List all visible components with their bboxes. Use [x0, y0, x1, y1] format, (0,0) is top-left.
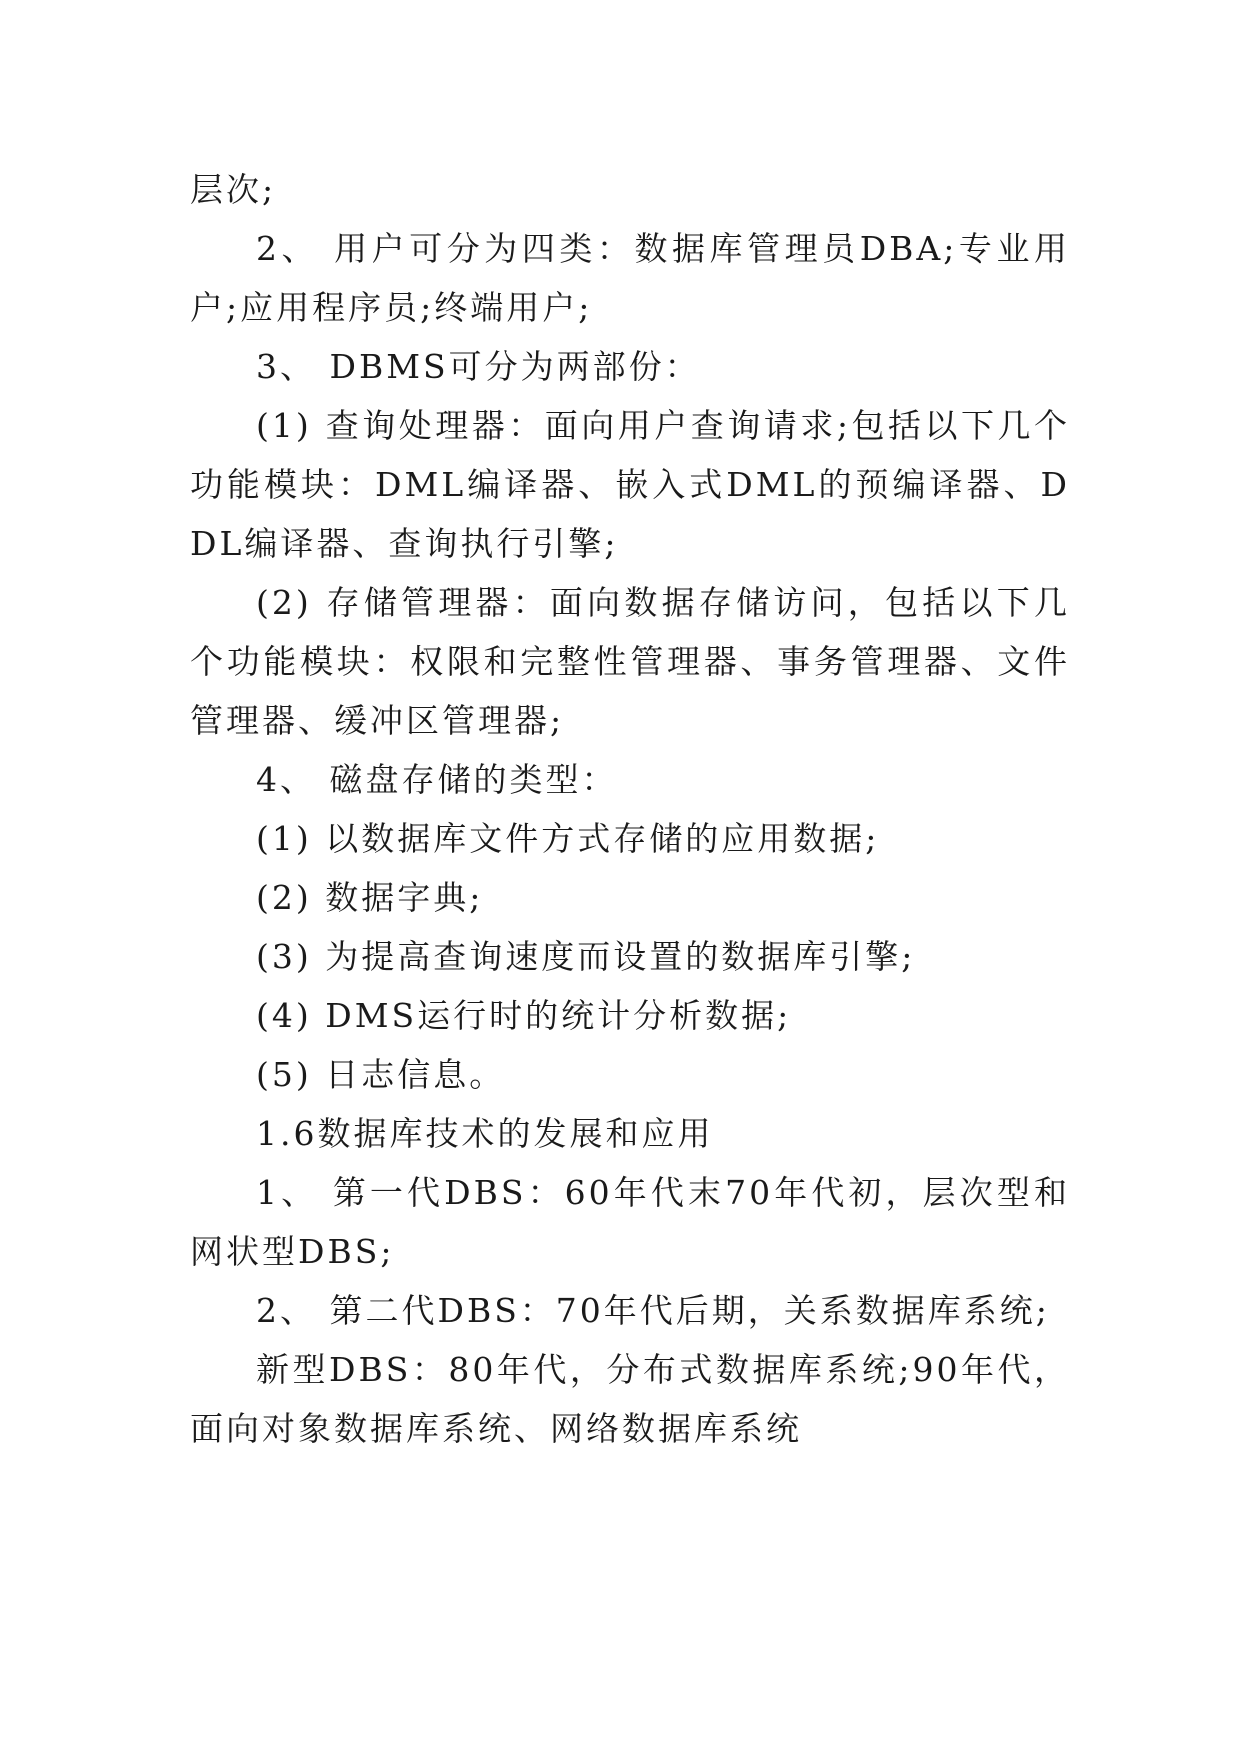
paragraph-3: 3、 DBMS可分为两部份： [256, 347, 701, 386]
paragraph-7: (1) 以数据库文件方式存储的应用数据; [256, 819, 880, 858]
paragraph-13: 1、 第一代DBS：60年代末70年代初，层次型和网状型DBS; [190, 1173, 1070, 1271]
paragraph-9: (3) 为提高查询速度而设置的数据库引擎; [256, 937, 916, 976]
paragraph-14: 2、 第二代DBS：70年代后期，关系数据库系统; [256, 1291, 1050, 1330]
document-body [190, 160, 1070, 1458]
paragraph-8: (2) 数据字典; [256, 878, 484, 917]
section-heading: 1.6数据库技术的发展和应用 [256, 1114, 714, 1153]
paragraph-10: (4) DMS运行时的统计分析数据; [256, 996, 792, 1035]
paragraph-5: (2) 存储管理器：面向数据存储访问，包括以下几个功能模块：权限和完整性管理器、事务管理器、文件管理器、缓冲区管理器; [190, 583, 1070, 740]
paragraph-4: (1) 查询处理器：面向用户查询请求;包括以下几个功能模块：DML编译器、嵌入式DML的预编译器、DDL编译器、查询执行引擎; [190, 406, 1070, 563]
paragraph-15: 新型DBS：80年代，分布式数据库系统;90年代，面向对象数据库系统、网络数据库系统 [190, 1350, 1070, 1448]
paragraph-1: 层次; [190, 170, 277, 209]
paragraph-2: 2、 用户可分为四类：数据库管理员DBA;专业用户;应用程序员;终端用户; [190, 229, 1070, 327]
paragraph-6: 4、 磁盘存储的类型： [256, 760, 618, 799]
paragraph-11: (5) 日志信息。 [256, 1055, 506, 1094]
